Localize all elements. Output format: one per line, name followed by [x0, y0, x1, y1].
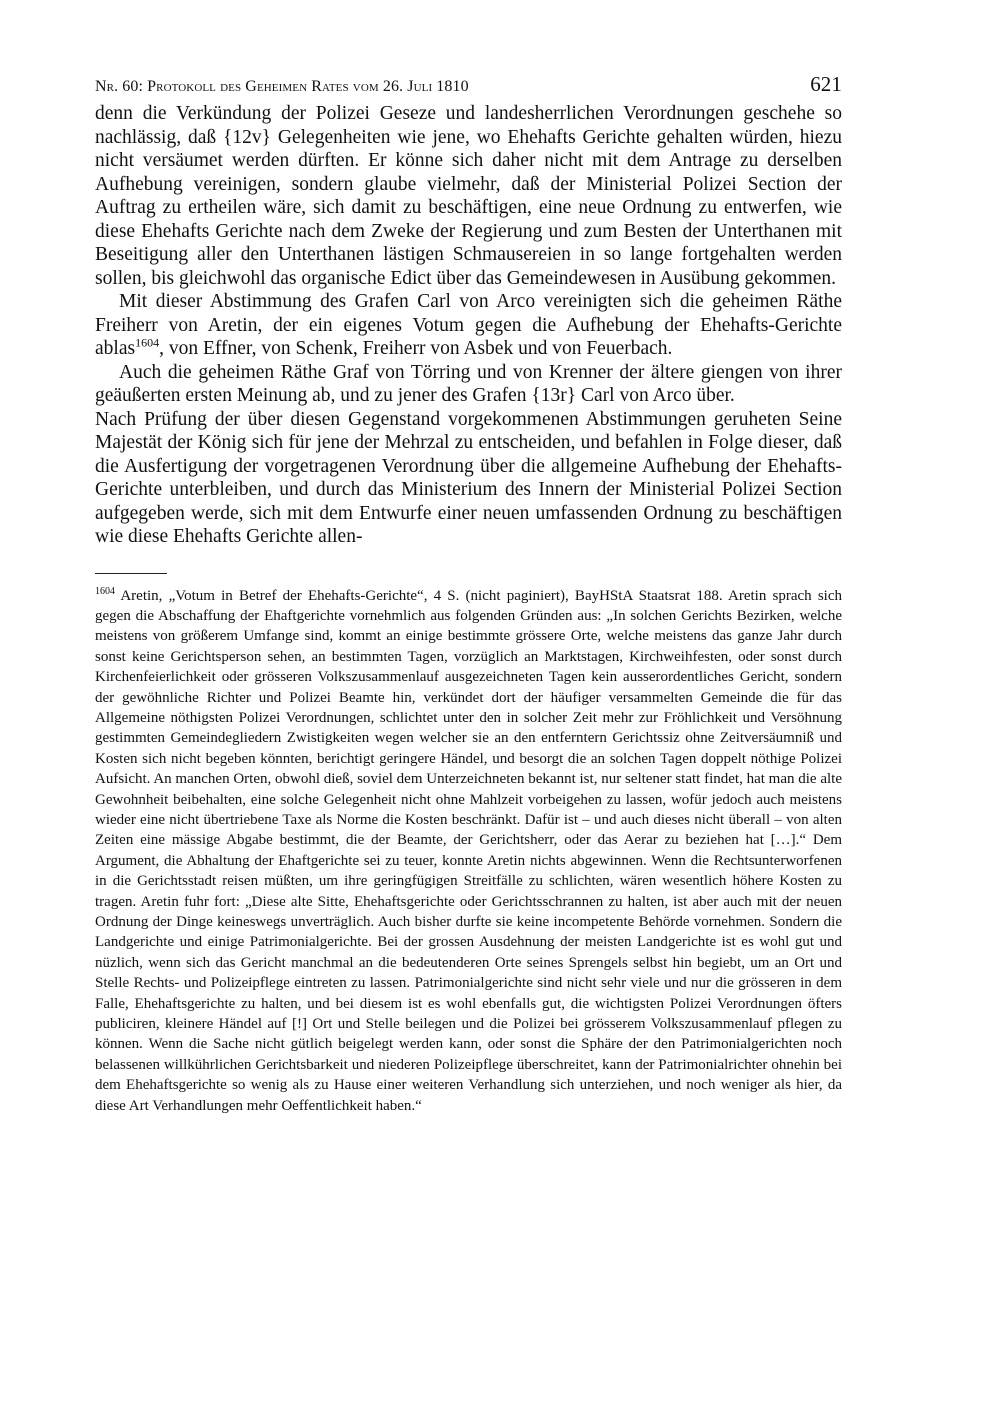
page-number: 621	[810, 72, 842, 96]
paragraph-continuation: denn die Verkündung der Polizei Geseze und landesherrlichen Verordnungen geschehe so nachlässig, daß {12v} Gelegenheiten wie jene, wo Ehehafts Gerichte gehalten würden, hiezu nicht versäumet werden dürften. Er könne sich daher nicht mit dem Antrage zu derselben Aufhebung vereinigen, sondern glaube vielmehr, daß der Ministerial Polizei Section der Auftrag zu ertheilen wäre, sich damit zu beschäftigen, eine neue Ordnung zu entwerfen, wie diese Ehehafts Gerichte nach dem Zweke der Regierung und zum Besten der Unterthanen mit Beseitigung aller den Unterthanen lästigen Schmausereien in so lange fortgehalten werden sollen, bis gleichwohl das organische Edict über das Gemeindewesen in Ausübung gekommen.	[95, 103, 842, 289]
footnote-text: Aretin, „Votum in Betref der Ehehafts-Gerichte“, 4 S. (nicht paginiert), BayHStA Staatsrat 188. Aretin sprach sich gegen die Abschaffung der Ehaftgerichte vornehmlich aus folgenden Gründen aus: „In solchen Gerichts Bezirken, welche meistens von größerem Umfange sind, kommt an einige bestimmte grössere Orte, welche meistens das ganze Jahr durch sonst keine Gerichtsperson sehen, an bestimmten Tagen, vorzüglich an Marktstagen, Kirchweihfesten, oder sonst durch Kirchenfeierlichkeit oder grösseren Volkszusammenlauf ausgezeichneten Tagen kein ausserordentliches Gericht, sondern der gewöhnliche Richter und Polizei Beamte hin, verkündet dort der häufiger versammelten Gemeinde die für das Allgemeine nöthigsten Polizei Verordnungen, schlichtet unter den in solcher Zeit mehr zur Fröhlichkeit und Versöhnung gestimmten Gemeindegliedern Zwistigkeiten wegen welcher sie an den entferntern Gerichtssiz ohne Zeitversäumniß und Kosten sich nicht begeben könnten, berichtigt geringere Händel, und besorgt die an solchen Tagen doppelt nöthige Polizei Aufsicht. An manchen Orten, obwohl dieß, soviel dem Unterzeichneten bekannt ist, nur seltener statt findet, hat man die alte Gewohnheit beibehalten, eine solche Gelegenheit nicht ohne Mahlzeit vorbeigehen zu lassen, wofür jedoch auch meistens wieder eine nicht übertriebene Taxe als Norme die Kosten beschränkt. Dafür ist – und auch dieses nicht überall – von alten Zeiten eine mässige Abgabe bestimmt, die der Beamte, der Gerichtsherr, oder das Aerar zu beziehen hat […].“ Dem Argument, die Abhaltung der Ehaftgerichte sei zu teuer, konnte Aretin nichts abgewinnen. Wenn die Rechtsunterworfenen in die Gerichtsstadt reisen müßten, um ihre geringfügigen Streitfälle zu schlichten, wären wesentlich höhere Kosten zu tragen. Aretin fuhr fort: „Diese alte Sitte, Ehehaftsgerichte oder Gerichtsschrannen zu halten, ist aber auch mit der neuen Ordnung der Dinge keineswegs unverträglich. Auch bisher durfte sie keine incompetente Behörde vornehmen. Sondern die Landgerichte und einige Patrimonialgerichte. Bei der grossen Ausdehnung der meisten Landgerichte ist es wohl gut und nüzlich, wenn sich das Gericht manchmal an die bedeutenderen Orte seines Sprengels selbst hin begiebt, um an Ort und Stelle Rechts- und Polizeipflege eintreten zu lassen. Patrimonialgerichte sind nicht sehr viele und nur die grösseren in dem Falle, Ehehaftsgerichte zu halten, und bei diesem ist es wohl ebenfalls gut, die wichtigsten Polizei Verordnungen öfters publiciren, kleinere Händel auf [!] Ort und Stelle beilegen und die Polizei bei grösserem Volkszusammenlauf pflegen zu können. Wenn die Sache nicht gütlich beigelegt werden kann, oder sonst die Sphäre der den Patrimonialgerichten noch belassenen willkührlichen Gerichtsbarkeit und niederen Polizeipflege überschreitet, kann der Patrimonialrichter ohnehin bei dem Ehehaftsgerichte so wenig als zu Hause einer weiteren Verhandlung sich unterziehen, und noch weniger als hier, da diese Art Verhandlungen mehr Oeffentlichkeit haben.“	[95, 587, 842, 1114]
royal-decision: Nach Prüfung der über diesen Gegenstand vorgekommenen Abstimmungen geruheten Seine Majestät der König sich für jene der Mehrzal zu entscheiden, und befahlen in Folge dieser, daß die Ausfertigung der vorgetragenen Verordnung über die allgemeine Aufhebung der Ehehafts-Gerichte unterbleiben, und durch das Ministerium des Innern der Ministerial Polizei Section aufgegeben werde, sich mit dem Entwurfe einer neuen umfassenden Ordnung zu beschäftigen wie diese Ehehafts Gerichte allen-	[95, 408, 842, 547]
paragraph-opinion-change: Auch die geheimen Räthe Graf von Törring und von Krenner der ältere giengen von ihrer geäußerten ersten Meinung ab, und zu jener des Grafen {13r} Carl von Arco über.	[95, 361, 842, 406]
document-page	[95, 72, 842, 1116]
running-title: Nr. 60: Protokoll des Geheimen Rates vom 26. Juli 1810	[95, 78, 469, 95]
paragraph-votes-text: Mit dieser Abstimmung des Grafen Carl von Arco vereinigten sich die geheimen Räthe Freiherr von Aretin, der ein eigenes Votum gegen die Aufhebung der Ehehafts-Gerichte ablas	[95, 291, 842, 359]
running-header	[95, 72, 842, 102]
footnote-1604	[95, 586, 842, 1117]
paragraph-votes-text-end: , von Effner, von Schenk, Freiherr von Asbek und von Feuerbach.	[159, 338, 673, 359]
footnote-separator	[95, 573, 167, 574]
paragraph-votes	[95, 290, 842, 361]
footnote-number: 1604	[95, 585, 115, 597]
main-text	[95, 102, 842, 549]
footnote-ref[interactable]: 1604	[135, 335, 160, 350]
